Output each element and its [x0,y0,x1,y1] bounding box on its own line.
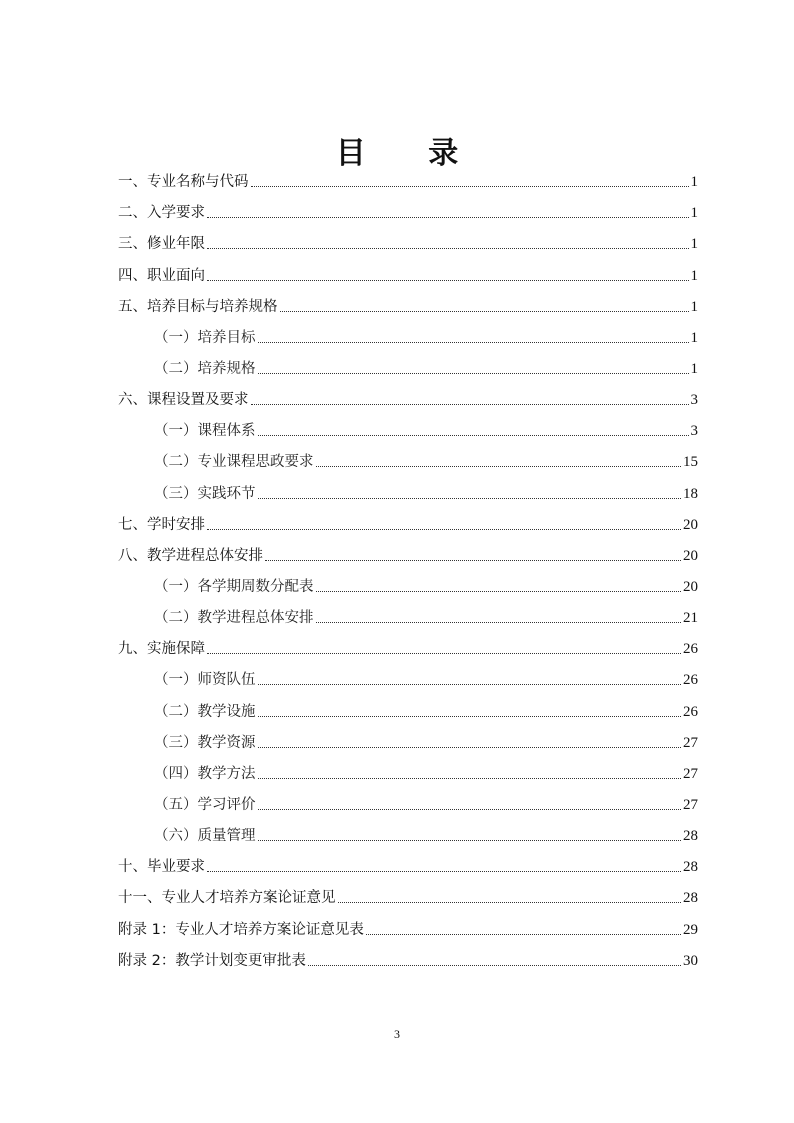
dot-leader [280,311,689,312]
dot-leader [366,934,681,935]
toc-entry-page-number: 1 [690,236,698,253]
toc-entry-label: （一）培养目标 [154,329,256,346]
toc-entry[interactable] [118,382,698,413]
toc-entry-page-number: 3 [690,392,698,409]
toc-entry-page-number: 1 [690,360,698,377]
toc-entry-page-number: 27 [683,765,698,782]
toc-entry[interactable] [118,569,698,600]
toc-entry-label: （二）专业课程思政要求 [154,454,314,471]
dot-leader [258,342,689,343]
toc-entry-page-number: 15 [683,454,698,471]
toc-entry-label: 四、职业面向 [118,267,205,284]
dot-leader [258,809,682,810]
dot-leader [251,404,689,405]
toc-entry[interactable] [118,195,698,226]
toc-entry[interactable] [118,911,698,942]
toc-entry-label: （五）学习评价 [154,796,256,813]
toc-entry-page-number: 1 [690,267,698,284]
toc-entry-page-number: 26 [683,641,698,658]
toc-entry-page-number: 28 [683,859,698,876]
toc-entry-label: （二）教学进程总体安排 [154,610,314,627]
toc-entry-page-number: 21 [683,610,698,627]
toc-entry-label: 十、毕业要求 [118,859,205,876]
toc-entry-label: （六）质量管理 [154,828,256,845]
dot-leader [258,373,689,374]
toc-entry-page-number: 20 [683,578,698,595]
toc-entry[interactable] [118,444,698,475]
toc-entry[interactable] [118,849,698,880]
toc-entry-page-number: 3 [690,423,698,440]
toc-entry[interactable] [118,538,698,569]
toc-entry-label: （二）教学设施 [154,703,256,720]
toc-entry-label: 八、教学进程总体安排 [118,547,263,564]
toc-entry[interactable] [118,507,698,538]
toc-entry-page-number: 30 [683,952,698,969]
toc-entry-label: 三、修业年限 [118,236,205,253]
toc-entry-label: （三）实践环节 [154,485,256,502]
dot-leader [258,435,689,436]
dot-leader [308,965,681,966]
toc-entry[interactable] [118,943,698,974]
toc-entry-page-number: 1 [690,298,698,315]
toc-entry[interactable] [118,226,698,257]
toc-entry[interactable] [118,693,698,724]
toc-entry-label: 十一、专业人才培养方案论证意见 [118,890,336,907]
toc-entry-label: （四）教学方法 [154,765,256,782]
toc-entry-label: 附录 1：专业人才培养方案论证意见表 [118,921,364,938]
toc-entry[interactable] [118,787,698,818]
dot-leader [258,840,682,841]
toc-entry[interactable] [118,880,698,911]
toc-entry-page-number: 1 [690,329,698,346]
dot-leader [265,560,681,561]
toc-entry-page-number: 1 [690,174,698,191]
toc-entry-page-number: 27 [683,734,698,751]
toc-entry-page-number: 26 [683,672,698,689]
dot-leader [207,217,689,218]
toc-entry-label: （一）课程体系 [154,423,256,440]
toc-entry[interactable] [118,725,698,756]
dot-leader [207,529,681,530]
toc-entry-page-number: 26 [683,703,698,720]
toc-entry[interactable] [118,289,698,320]
toc-entry-page-number: 1 [690,205,698,222]
dot-leader [258,716,682,717]
dot-leader [207,248,689,249]
toc-entry[interactable] [118,413,698,444]
toc-entry-label: 六、课程设置及要求 [118,392,249,409]
toc-entry-page-number: 29 [683,921,698,938]
dot-leader [207,653,681,654]
toc-entry[interactable] [118,475,698,506]
dot-leader [316,622,682,623]
dot-leader [207,280,689,281]
toc-entry-label: 附录 2：教学计划变更审批表 [118,952,306,969]
dot-leader [251,186,689,187]
toc-entry-label: 七、学时安排 [118,516,205,533]
dot-leader [316,466,682,467]
toc-entry-page-number: 18 [683,485,698,502]
toc-entry-page-number: 20 [683,516,698,533]
toc-entry-label: （一）各学期周数分配表 [154,578,314,595]
toc-entry[interactable] [118,164,698,195]
toc-entry-page-number: 28 [683,828,698,845]
dot-leader [258,778,682,779]
toc-entry-label: （一）师资队伍 [154,672,256,689]
dot-leader [316,591,682,592]
dot-leader [258,747,682,748]
toc-entry-label: （三）教学资源 [154,734,256,751]
toc-entry-page-number: 28 [683,890,698,907]
toc-entry-label: 一、专业名称与代码 [118,174,249,191]
toc-entry[interactable] [118,351,698,382]
toc-entry[interactable] [118,756,698,787]
dot-leader [207,871,681,872]
toc-entry-label: 五、培养目标与培养规格 [118,298,278,315]
toc-entry-label: （二）培养规格 [154,360,256,377]
dot-leader [338,902,682,903]
table-of-contents [118,164,698,974]
toc-entry[interactable] [118,662,698,693]
toc-entry[interactable] [118,600,698,631]
page-title: 目 录 [335,136,485,172]
toc-entry[interactable] [118,320,698,351]
toc-entry-page-number: 27 [683,796,698,813]
toc-entry-page-number: 20 [683,547,698,564]
dot-leader [258,498,682,499]
toc-entry[interactable] [118,818,698,849]
toc-entry-label: 九、实施保障 [118,641,205,658]
toc-entry[interactable] [118,257,698,288]
toc-entry-label: 二、入学要求 [118,205,205,222]
toc-entry[interactable] [118,631,698,662]
dot-leader [258,684,682,685]
footer-page-number: 3 [394,1027,400,1041]
